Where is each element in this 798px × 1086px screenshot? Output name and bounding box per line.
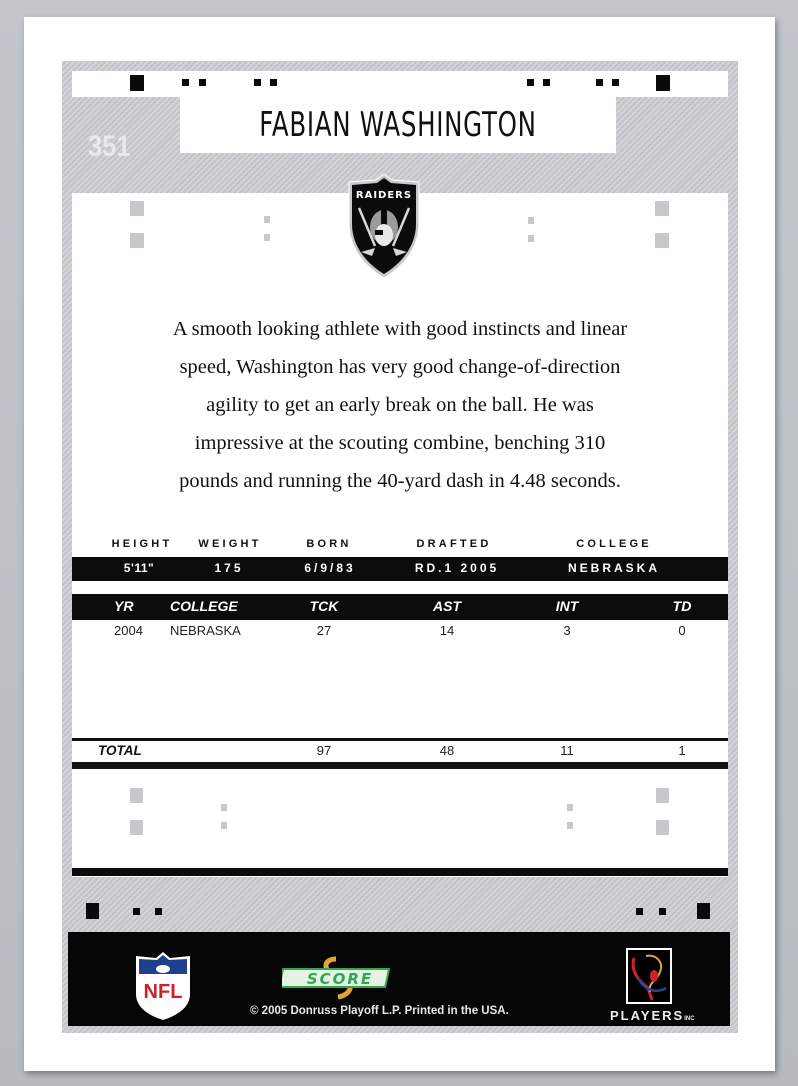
name-plate	[180, 97, 616, 153]
decor-square	[543, 79, 550, 86]
decor-square	[199, 79, 206, 86]
svg-text:RAIDERS: RAIDERS	[355, 190, 413, 201]
copyright-text: © 2005 Donruss Playoff L.P. Printed in the USA.	[250, 1005, 509, 1017]
decor-square	[254, 79, 261, 86]
bio-line: A smooth looking athlete with good instincts and linear	[172, 318, 628, 340]
inc-label: INC	[684, 1016, 695, 1022]
label-college: COLLEGE	[576, 538, 652, 550]
decor-square	[528, 235, 534, 242]
divider	[72, 762, 728, 769]
bio-line: pounds and running the 40-yard dash in 4.48 seconds.	[179, 470, 621, 492]
cell-ast: 14	[439, 623, 455, 638]
top-strip	[72, 71, 728, 97]
stats-header	[72, 594, 728, 620]
header-int: INT	[555, 598, 579, 614]
decor-square	[270, 79, 277, 86]
svg-text:NFL: NFL	[143, 981, 183, 1003]
decor-square	[656, 75, 670, 91]
header-yr: YR	[114, 598, 134, 614]
decor-square	[86, 903, 99, 919]
nfl-shield-icon	[134, 950, 192, 1022]
decor-square	[130, 75, 144, 91]
decor-square	[567, 822, 573, 829]
cell-tck: 27	[316, 623, 332, 638]
decor-square	[182, 79, 189, 86]
total-tck: 97	[316, 743, 332, 758]
players-inc-icon	[626, 948, 672, 1004]
bio-line: agility to get an early break on the ball. He was	[206, 394, 594, 416]
header-tck: TCK	[309, 598, 339, 614]
label-height: HEIGHT	[111, 538, 173, 550]
header-td: TD	[672, 598, 692, 614]
player-name: FABIAN WASHINGTON	[259, 105, 537, 145]
decor-square	[221, 804, 227, 811]
total-label: TOTAL	[98, 743, 142, 758]
decor-square	[656, 820, 669, 835]
total-row	[72, 742, 728, 762]
cell-college: NEBRASKA	[170, 623, 241, 638]
label-drafted: DRAFTED	[416, 538, 492, 550]
decor-square	[130, 820, 143, 835]
decor-square	[155, 908, 162, 915]
bio-line: speed, Washington has very good change-of-direction	[179, 356, 621, 378]
players-inc-text	[610, 1008, 695, 1023]
bio-line: impressive at the scouting combine, benching 310	[194, 432, 606, 454]
main-panel	[72, 193, 728, 877]
label-born: BORN	[306, 538, 352, 550]
decor-square	[567, 804, 573, 811]
players-label: PLAYERS	[610, 1008, 685, 1023]
total-td: 1	[678, 743, 686, 758]
decor-square	[133, 908, 140, 915]
vitals-labels	[72, 538, 728, 554]
decor-square	[612, 79, 619, 86]
value-college: NEBRASKA	[567, 561, 660, 575]
decor-square	[264, 234, 270, 241]
decor-square	[596, 79, 603, 86]
label-weight: WEIGHT	[198, 538, 262, 550]
total-int: 11	[560, 743, 574, 758]
cell-yr: 2004	[114, 623, 143, 638]
bottom-divider	[72, 868, 728, 876]
player-bio	[102, 310, 698, 500]
decor-square	[130, 233, 144, 248]
value-born: 6/9/83	[304, 561, 356, 575]
header-ast: AST	[433, 598, 461, 614]
raiders-shield-icon	[345, 172, 423, 280]
decor-square	[527, 79, 534, 86]
decor-square	[264, 216, 270, 223]
card-number: 351	[88, 130, 131, 163]
decor-square	[655, 201, 669, 216]
value-weight: 175	[214, 561, 244, 575]
value-drafted: RD.1 2005	[414, 561, 500, 575]
decor-square	[656, 788, 669, 803]
vitals-bar	[72, 557, 728, 581]
decor-square	[130, 788, 143, 803]
value-height: 5'11"	[123, 561, 155, 575]
decor-square	[221, 822, 227, 829]
cell-int: 3	[563, 623, 571, 638]
decor-square	[697, 903, 710, 919]
decor-square	[130, 201, 144, 216]
decor-square	[636, 908, 643, 915]
score-logo-icon	[282, 955, 398, 1001]
divider	[72, 738, 728, 741]
decor-square	[528, 217, 534, 224]
table-row	[72, 623, 728, 641]
svg-text:SCORE: SCORE	[306, 970, 374, 988]
cell-td: 0	[678, 623, 686, 638]
decor-square	[655, 233, 669, 248]
total-ast: 48	[439, 743, 455, 758]
header-college: COLLEGE	[170, 598, 238, 614]
decor-square	[659, 908, 666, 915]
